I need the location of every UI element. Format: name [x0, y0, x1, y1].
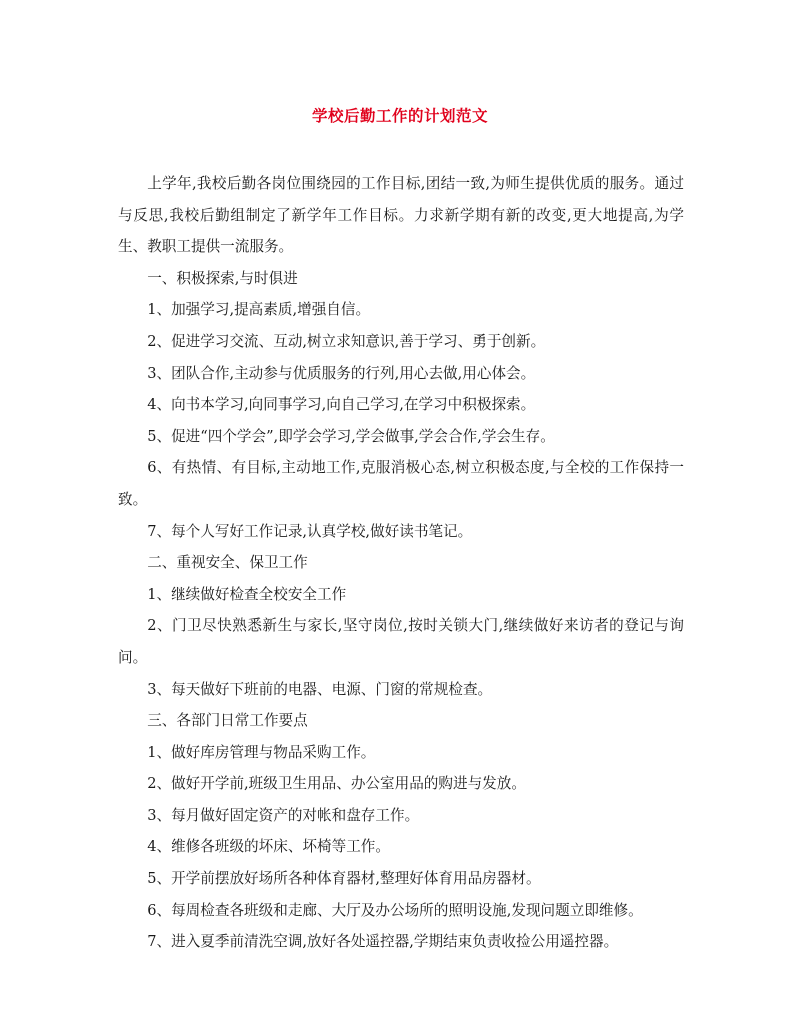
list-item: 7、进入夏季前清洗空调,放好各处遥控器,学期结束负责收捡公用遥控器。 — [147, 933, 619, 951]
section-heading-1: 一、积极探索,与时俱进 — [147, 269, 298, 287]
list-item: 1、继续做好检查全校安全工作 — [147, 585, 347, 603]
intro-paragraph: 上学年,我校后勤各岗位围绕园的工作目标,团结一致,为师生提供优质的服务。通过与反思,我校后勤组制定了新学年工作目标。力求新学期有新的改变,更大地提高,为学生、教职工提供一流服务。 — [118, 175, 684, 256]
list-item: 4、向书本学习,向同事学习,向自己学习,在学习中积极探索。 — [147, 396, 536, 414]
list-item: 6、有热情、有目标,主动地工作,克服消极心态,树立积极态度,与全校的工作保持一致。 — [118, 459, 685, 508]
section-heading-3: 三、各部门日常工作要点 — [147, 712, 308, 730]
list-item: 2、促进学习交流、互动,树立求知意识,善于学习、勇于创新。 — [147, 332, 546, 350]
list-item: 1、做好库房管理与物品采购工作。 — [147, 743, 376, 761]
list-item: 7、每个人写好工作记录,认真学校,做好读书笔记。 — [147, 522, 473, 540]
list-item: 5、促进“四个学会”,即学会学习,学会做事,学会合作,学会生存。 — [147, 427, 555, 445]
document-body — [118, 168, 684, 958]
document-title: 学校后勤工作的计划范文 — [311, 106, 488, 125]
list-item: 2、门卫尽快熟悉新生与家长,坚守岗位,按时关锁大门,继续做好来访者的登记与询问。 — [118, 617, 684, 666]
list-item: 2、做好开学前,班级卫生用品、办公室用品的购进与发放。 — [147, 775, 526, 793]
list-item: 4、维修各班级的坏床、坏椅等工作。 — [147, 838, 390, 856]
list-item: 3、团队合作,主动参与优质服务的行列,用心去做,用心体会。 — [147, 364, 536, 382]
list-item: 5、开学前摆放好场所各种体育器材,整理好体育用品房器材。 — [147, 870, 541, 888]
section-heading-2: 二、重视安全、保卫工作 — [147, 554, 308, 572]
list-item: 3、每天做好下班前的电器、电源、门窗的常规检查。 — [147, 680, 493, 698]
list-item: 3、每月做好固定资产的对帐和盘存工作。 — [147, 806, 420, 824]
list-item: 1、加强学习,提高素质,增强自信。 — [147, 301, 371, 319]
list-item: 6、每周检查各班级和走廊、大厅及办公场所的照明设施,发现问题立即维修。 — [147, 901, 643, 919]
